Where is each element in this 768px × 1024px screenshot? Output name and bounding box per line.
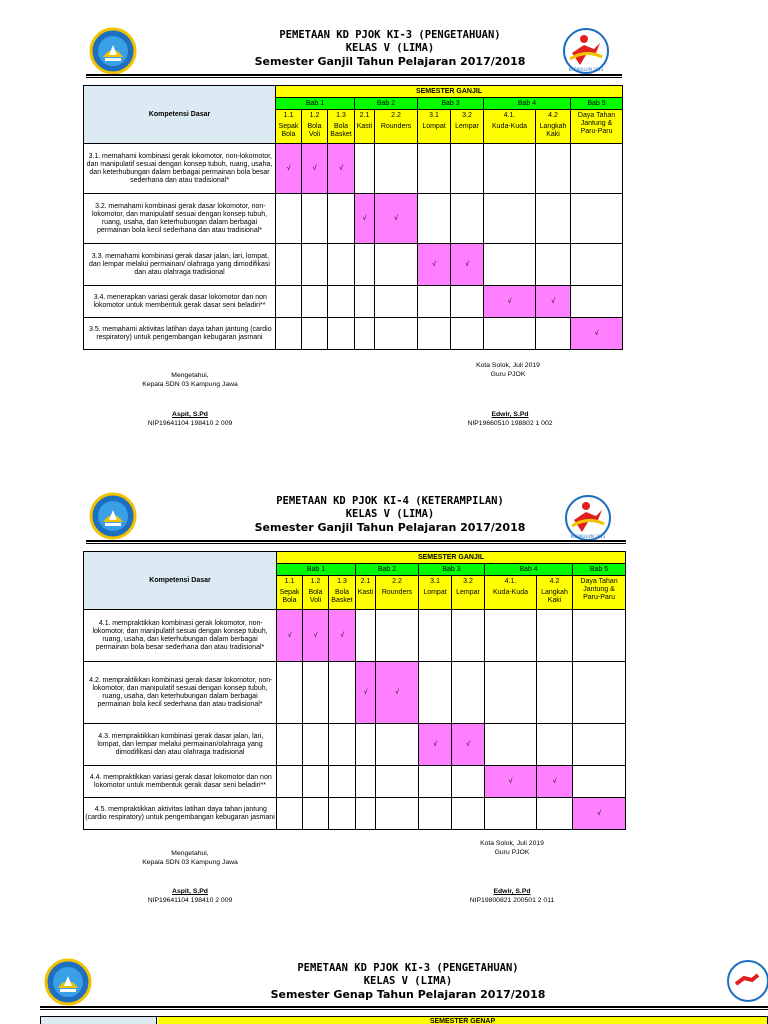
acknowledged-label: Mengetahui, bbox=[171, 850, 209, 857]
checkmark-cell: √ bbox=[277, 610, 303, 662]
bab-5-header: Bab 5 bbox=[571, 98, 623, 110]
empty-cell bbox=[451, 144, 484, 194]
kd-number: 3.4. bbox=[93, 293, 106, 301]
sub-topic-name: Kasti bbox=[357, 589, 374, 596]
kd-description bbox=[84, 244, 276, 286]
empty-cell bbox=[303, 798, 329, 830]
principal-signature-block bbox=[120, 850, 260, 867]
title-line-3: Semester Ganjil Tahun Pelajaran 2017/2018 bbox=[254, 521, 526, 534]
teacher-name-block bbox=[445, 411, 575, 428]
sub-topic-number: 4.1. bbox=[504, 578, 517, 585]
acknowledged-label: Mengetahui, bbox=[171, 372, 209, 379]
principal-nip: NIP19641104 198410 2 009 bbox=[147, 896, 233, 904]
sub-topic-header bbox=[328, 110, 355, 144]
sub-topic-number: 2.2 bbox=[391, 112, 401, 119]
bab-3-header: Bab 3 bbox=[418, 98, 484, 110]
empty-cell bbox=[303, 766, 329, 798]
empty-cell bbox=[375, 318, 418, 350]
sub-topic-number: 1.3 bbox=[336, 112, 346, 119]
empty-cell bbox=[451, 318, 484, 350]
kd-row bbox=[84, 144, 623, 194]
empty-cell bbox=[537, 724, 573, 766]
empty-cell bbox=[536, 244, 571, 286]
checkmark-cell: √ bbox=[419, 724, 452, 766]
checkmark-cell: √ bbox=[303, 610, 329, 662]
empty-cell bbox=[276, 194, 302, 244]
sub-topic-name: Bola Basket bbox=[331, 589, 353, 604]
sub-topic-name: Lompat bbox=[423, 589, 447, 596]
kd-table-partial bbox=[40, 1016, 768, 1024]
empty-cell bbox=[452, 610, 485, 662]
principal-name: Aspit, S.Pd bbox=[172, 411, 208, 418]
empty-cell bbox=[419, 662, 452, 724]
empty-cell bbox=[451, 194, 484, 244]
sub-topic-number: 1.2 bbox=[310, 578, 321, 585]
sub-topic-number: 1.1 bbox=[283, 112, 294, 119]
empty-cell bbox=[485, 798, 537, 830]
kd-text: mempraktikkan aktivitas latihan daya tahan jantung (cardio respiratory) untuk pengembangan kebugaran jasmani bbox=[85, 805, 275, 821]
empty-cell bbox=[418, 318, 451, 350]
sub-topic-name: Langkah Kaki bbox=[541, 589, 568, 604]
empty-cell bbox=[419, 610, 452, 662]
empty-cell bbox=[302, 244, 328, 286]
empty-cell bbox=[356, 610, 376, 662]
document-title bbox=[208, 962, 608, 1001]
kd-description bbox=[84, 194, 276, 244]
empty-cell bbox=[573, 610, 626, 662]
kd-row bbox=[84, 724, 626, 766]
checkmark-cell: √ bbox=[536, 286, 571, 318]
sub-topic-number: 1.1 bbox=[284, 578, 295, 585]
sub-topic-number: 2.1 bbox=[360, 578, 371, 585]
sub-topic-header bbox=[571, 110, 623, 144]
empty-cell bbox=[355, 286, 375, 318]
kd-text: memahami aktivitas latihan daya tahan jantung (cardio respiratory) untuk pengembangan kebugaran jasmani bbox=[96, 325, 272, 341]
sub-topic-header bbox=[452, 576, 485, 610]
empty-cell bbox=[418, 286, 451, 318]
kd-row bbox=[84, 286, 623, 318]
kd-header-cell bbox=[41, 1017, 157, 1024]
semester-header: SEMESTER GENAP bbox=[158, 1017, 767, 1024]
kd-number: 3.1. bbox=[88, 152, 101, 160]
checkmark-cell: √ bbox=[573, 798, 626, 830]
title-line-1: PEMETAAN KD PJOK KI-3 (PENGETAHUAN) bbox=[297, 962, 519, 974]
sub-topic-name: Daya Tahan Jantung & Paru-Paru bbox=[577, 112, 616, 135]
checkmark-cell: √ bbox=[452, 724, 485, 766]
kd-row bbox=[84, 194, 623, 244]
empty-cell bbox=[329, 798, 356, 830]
checkmark-cell: √ bbox=[328, 144, 355, 194]
empty-cell bbox=[537, 798, 573, 830]
empty-cell bbox=[376, 798, 419, 830]
principal-name-block bbox=[120, 888, 260, 905]
empty-cell bbox=[302, 194, 328, 244]
empty-cell bbox=[302, 318, 328, 350]
title-rule bbox=[86, 74, 622, 78]
sub-topic-name: Langkah Kaki bbox=[539, 123, 567, 138]
empty-cell bbox=[376, 766, 419, 798]
kd-text: memahami kombinasi gerak lokomotor, non-lokomotor, dan manipulatif sesuai dengan konsep tubuh, ruang, usaha, dan keterhubungan dalam berbagai permainan bola besar sederhana dan atau tradisional* bbox=[86, 152, 273, 184]
empty-cell bbox=[276, 244, 302, 286]
title-line-1: PEMETAAN KD PJOK KI-3 (PENGETAHUAN) bbox=[279, 29, 501, 41]
title-line-3: Semester Ganjil Tahun Pelajaran 2017/2018 bbox=[254, 55, 526, 68]
sub-topic-header bbox=[277, 576, 303, 610]
empty-cell bbox=[452, 766, 485, 798]
empty-cell bbox=[277, 798, 303, 830]
principal-name: Aspit, S.Pd bbox=[172, 888, 208, 895]
bab-3-header: Bab 3 bbox=[419, 564, 485, 576]
title-line-2: KELAS V (LIMA) bbox=[345, 508, 435, 520]
sub-topic-header bbox=[375, 110, 418, 144]
empty-cell bbox=[573, 724, 626, 766]
sub-topic-name: Bola Basket bbox=[330, 123, 352, 138]
empty-cell bbox=[573, 662, 626, 724]
empty-cell bbox=[536, 194, 571, 244]
sub-topic-name: Rounders bbox=[381, 589, 413, 596]
kd-header: Kompetensi Dasar bbox=[84, 86, 276, 144]
checkmark-cell: √ bbox=[375, 194, 418, 244]
checkmark-cell: √ bbox=[302, 144, 328, 194]
teacher-nip: NIP19800821 200501 2 011 bbox=[469, 896, 555, 904]
empty-cell bbox=[571, 286, 623, 318]
kd-mapping-table bbox=[83, 551, 626, 830]
semester-header: SEMESTER GANJIL bbox=[276, 86, 623, 98]
empty-cell bbox=[329, 662, 356, 724]
sub-topic-number: 3.1 bbox=[429, 112, 439, 119]
bab-2-header: Bab 2 bbox=[356, 564, 419, 576]
principal-name-block bbox=[120, 411, 260, 428]
sub-topic-header bbox=[537, 576, 573, 610]
kd-number: 3.2. bbox=[95, 202, 107, 210]
kd-number: 4.3. bbox=[98, 732, 110, 740]
sub-topic-number: 1.3 bbox=[337, 578, 347, 585]
teacher-role: Guru PJOK bbox=[490, 370, 526, 378]
logo-caption: KURIKULUM 2013 bbox=[568, 67, 604, 72]
empty-cell bbox=[276, 318, 302, 350]
kd-rows bbox=[84, 144, 623, 350]
empty-cell bbox=[485, 724, 537, 766]
empty-cell bbox=[451, 286, 484, 318]
kd-description bbox=[84, 766, 277, 798]
kurikulum-2013-logo bbox=[722, 958, 768, 1004]
kd-number: 3.3. bbox=[91, 252, 104, 260]
kd-text: mempraktikkan variasi gerak dasar lokomotor dan non lokomotor untuk membentuk gerak dasar seni beladiri** bbox=[94, 773, 272, 789]
checkmark-cell: √ bbox=[571, 318, 623, 350]
empty-cell bbox=[328, 318, 355, 350]
checkmark-cell: √ bbox=[329, 610, 356, 662]
sub-topic-number: 3.1 bbox=[430, 578, 440, 585]
sub-topic-header bbox=[355, 110, 375, 144]
empty-cell bbox=[356, 724, 376, 766]
empty-cell bbox=[484, 318, 536, 350]
kd-description bbox=[84, 724, 277, 766]
kd-description bbox=[84, 318, 276, 350]
checkmark-cell: √ bbox=[276, 144, 302, 194]
principal-role: Kepala SDN 03 Kampung Jawa bbox=[142, 858, 238, 866]
checkmark-cell: √ bbox=[451, 244, 484, 286]
sub-topic-name: Bola Voli bbox=[308, 589, 323, 604]
empty-cell bbox=[375, 144, 418, 194]
sub-topic-header bbox=[536, 110, 571, 144]
empty-cell bbox=[375, 286, 418, 318]
kd-row bbox=[84, 610, 626, 662]
empty-cell bbox=[537, 662, 573, 724]
empty-cell bbox=[484, 194, 536, 244]
tut-wuri-handayani-logo bbox=[89, 492, 137, 540]
sub-topic-number: 4.2 bbox=[548, 112, 558, 119]
checkmark-cell: √ bbox=[485, 766, 537, 798]
empty-cell bbox=[355, 144, 375, 194]
empty-cell bbox=[328, 244, 355, 286]
kd-text: mempraktikkan kombinasi gerak dasar lokomotor, non-lokomotor, dan manipulatif sesuai dengan konsep tubuh, ruang, usaha, dan keterhubungan dalam berbagai permainan bola kecil sederhana dan atau tradisional* bbox=[92, 676, 273, 708]
place-date: Kota Solok, Juli 2019 bbox=[480, 840, 544, 847]
empty-cell bbox=[419, 766, 452, 798]
sub-topic-number: 3.2 bbox=[463, 578, 473, 585]
empty-cell bbox=[328, 194, 355, 244]
empty-cell bbox=[376, 724, 419, 766]
sub-topic-header bbox=[419, 576, 452, 610]
sub-topic-name: Lompat bbox=[422, 123, 446, 130]
sub-topic-header bbox=[484, 110, 536, 144]
empty-cell bbox=[419, 798, 452, 830]
sub-topic-name: Kasti bbox=[356, 123, 373, 130]
kd-text: memahami kombinasi gerak dasar jalan, lari, lompat, dan lempar melalui permainan/ olahraga yang dimodifikasi dan atau olahraga tradisional bbox=[89, 252, 270, 276]
empty-cell bbox=[452, 662, 485, 724]
kd-number: 3.5. bbox=[89, 325, 101, 333]
bab-1-header: Bab 1 bbox=[276, 98, 355, 110]
kd-text: mempraktikkan kombinasi gerak lokomotor, non-lokomotor, dan manipulatif sesuai dengan konsep tubuh, ruang, usaha, dan keterhubungan dalam berbagai permainan bola besar sederhana dan atau tradisional* bbox=[92, 619, 268, 651]
sub-topic-header bbox=[303, 576, 329, 610]
sub-topic-name: Rounders bbox=[380, 123, 412, 130]
checkmark-cell: √ bbox=[484, 286, 536, 318]
kd-description bbox=[84, 610, 277, 662]
empty-cell bbox=[356, 766, 376, 798]
sub-topic-name: Lempar bbox=[456, 589, 480, 596]
sub-topic-name: Kuda-Kuda bbox=[492, 589, 529, 596]
sub-topic-number: 1.2 bbox=[309, 112, 320, 119]
sub-topic-name: Sepak Bola bbox=[279, 589, 300, 604]
empty-cell bbox=[452, 798, 485, 830]
sub-topic-number: 4.2 bbox=[549, 578, 560, 585]
empty-cell bbox=[303, 662, 329, 724]
principal-nip: NIP19641104 198410 2 009 bbox=[147, 419, 233, 427]
empty-cell bbox=[376, 610, 419, 662]
title-line-3: Semester Genap Tahun Pelajaran 2017/2018 bbox=[270, 988, 546, 1001]
checkmark-cell: √ bbox=[418, 244, 451, 286]
kd-row bbox=[84, 766, 626, 798]
sub-topic-number: 2.1 bbox=[359, 112, 370, 119]
teacher-signature-block bbox=[452, 840, 572, 857]
kd-number: 4.5. bbox=[94, 805, 107, 813]
empty-cell bbox=[537, 610, 573, 662]
title-rule bbox=[40, 1006, 768, 1010]
kd-row bbox=[84, 798, 626, 830]
checkmark-cell: √ bbox=[355, 194, 375, 244]
sub-topic-header bbox=[418, 110, 451, 144]
kd-number: 4.1. bbox=[98, 619, 111, 627]
kd-number: 4.2. bbox=[89, 676, 101, 684]
kd-mapping-table bbox=[83, 85, 623, 350]
empty-cell bbox=[329, 724, 356, 766]
tut-wuri-handayani-logo bbox=[44, 958, 92, 1006]
empty-cell bbox=[277, 766, 303, 798]
sub-topic-header bbox=[329, 576, 356, 610]
empty-cell bbox=[355, 244, 375, 286]
kd-text: memahami kombinasi gerak dasar lokomotor, non-lokomotor, dan manipulatif sesuai dengan konsep tubuh, ruang, usaha, dan keterhubungan dalam berbagai permainan bola kecil sederhana dan atau tradisional* bbox=[91, 202, 268, 234]
sub-topic-name: Daya Tahan Jantung & Paru-Paru bbox=[580, 578, 618, 601]
empty-cell bbox=[484, 244, 536, 286]
empty-cell bbox=[276, 286, 302, 318]
kd-number: 4.4. bbox=[89, 773, 102, 781]
bab-4-header: Bab 4 bbox=[484, 98, 571, 110]
kd-text: menerapkan variasi gerak dasar lokomotor dan non lokomotor untuk membentuk gerak dasar seni beladiri** bbox=[93, 293, 267, 309]
sub-topic-header bbox=[302, 110, 328, 144]
bab-1-header: Bab 1 bbox=[277, 564, 356, 576]
empty-cell bbox=[375, 244, 418, 286]
checkmark-cell: √ bbox=[376, 662, 419, 724]
empty-cell bbox=[484, 144, 536, 194]
title-line-2: KELAS V (LIMA) bbox=[345, 42, 435, 54]
kd-description bbox=[84, 144, 276, 194]
kd-row bbox=[84, 318, 623, 350]
empty-cell bbox=[485, 610, 537, 662]
empty-cell bbox=[536, 318, 571, 350]
empty-cell bbox=[571, 144, 623, 194]
sub-topic-header bbox=[573, 576, 626, 610]
teacher-role: Guru PJOK bbox=[494, 848, 530, 856]
empty-cell bbox=[329, 766, 356, 798]
empty-cell bbox=[485, 662, 537, 724]
kurikulum-2013-logo bbox=[560, 25, 612, 77]
kd-text: mempraktikkan kombinasi gerak dasar jalan, lari, lompat, dan lempar melalui permainan/olahraga yang dimodifikasi dan atau olahraga tradisional bbox=[97, 732, 264, 756]
bab-5-header: Bab 5 bbox=[573, 564, 626, 576]
empty-cell bbox=[536, 144, 571, 194]
kurikulum-2013-logo bbox=[562, 492, 614, 544]
title-line-2: KELAS V (LIMA) bbox=[363, 975, 453, 987]
kd-rows bbox=[84, 610, 626, 830]
principal-role: Kepala SDN 03 Kampung Jawa bbox=[142, 380, 238, 388]
empty-cell bbox=[302, 286, 328, 318]
empty-cell bbox=[277, 724, 303, 766]
empty-cell bbox=[303, 724, 329, 766]
sub-topic-name: Kuda-Kuda bbox=[491, 123, 528, 130]
sub-topic-header bbox=[376, 576, 419, 610]
title-line-1: PEMETAAN KD PJOK KI-4 (KETERAMPILAN) bbox=[276, 495, 504, 507]
place-date: Kota Solok, Juli 2019 bbox=[476, 362, 540, 369]
empty-cell bbox=[328, 286, 355, 318]
sub-topic-name: Sepak Bola bbox=[278, 123, 299, 138]
bab-4-header: Bab 4 bbox=[485, 564, 573, 576]
kd-header: Kompetensi Dasar bbox=[84, 552, 277, 610]
empty-cell bbox=[573, 766, 626, 798]
kd-description bbox=[84, 798, 277, 830]
sub-topic-header bbox=[276, 110, 302, 144]
kd-description bbox=[84, 286, 276, 318]
sub-topic-header bbox=[451, 110, 484, 144]
bab-2-header: Bab 2 bbox=[355, 98, 418, 110]
empty-cell bbox=[418, 194, 451, 244]
checkmark-cell: √ bbox=[356, 662, 376, 724]
logo-caption: KURIKULUM 2013 bbox=[570, 534, 606, 539]
teacher-name-block bbox=[447, 888, 577, 905]
teacher-name: Edwir, S.Pd bbox=[491, 411, 529, 418]
kd-row bbox=[84, 244, 623, 286]
empty-cell bbox=[356, 798, 376, 830]
title-rule bbox=[86, 540, 626, 544]
empty-cell bbox=[355, 318, 375, 350]
sub-topic-number: 4.1. bbox=[503, 112, 516, 119]
sub-topic-name: Lempar bbox=[455, 123, 479, 130]
empty-cell bbox=[571, 194, 623, 244]
empty-cell bbox=[277, 662, 303, 724]
sub-topic-name: Bola Voli bbox=[307, 123, 322, 138]
tut-wuri-handayani-logo bbox=[89, 27, 137, 75]
checkmark-cell: √ bbox=[537, 766, 573, 798]
principal-signature-block bbox=[120, 372, 260, 389]
semester-header: SEMESTER GANJIL bbox=[277, 552, 626, 564]
teacher-signature-block bbox=[448, 362, 568, 379]
empty-cell bbox=[571, 244, 623, 286]
teacher-nip: NIP19660510 198802 1 002 bbox=[467, 419, 553, 427]
document-title bbox=[190, 495, 590, 534]
sub-topic-number: 3.2 bbox=[462, 112, 472, 119]
teacher-name: Edwir, S.Pd bbox=[493, 888, 531, 895]
empty-cell bbox=[418, 144, 451, 194]
sub-topic-header bbox=[356, 576, 376, 610]
document-title bbox=[190, 29, 590, 68]
kd-description bbox=[84, 662, 277, 724]
sub-topic-header bbox=[485, 576, 537, 610]
sub-topic-number: 2.2 bbox=[392, 578, 402, 585]
kd-row bbox=[84, 662, 626, 724]
